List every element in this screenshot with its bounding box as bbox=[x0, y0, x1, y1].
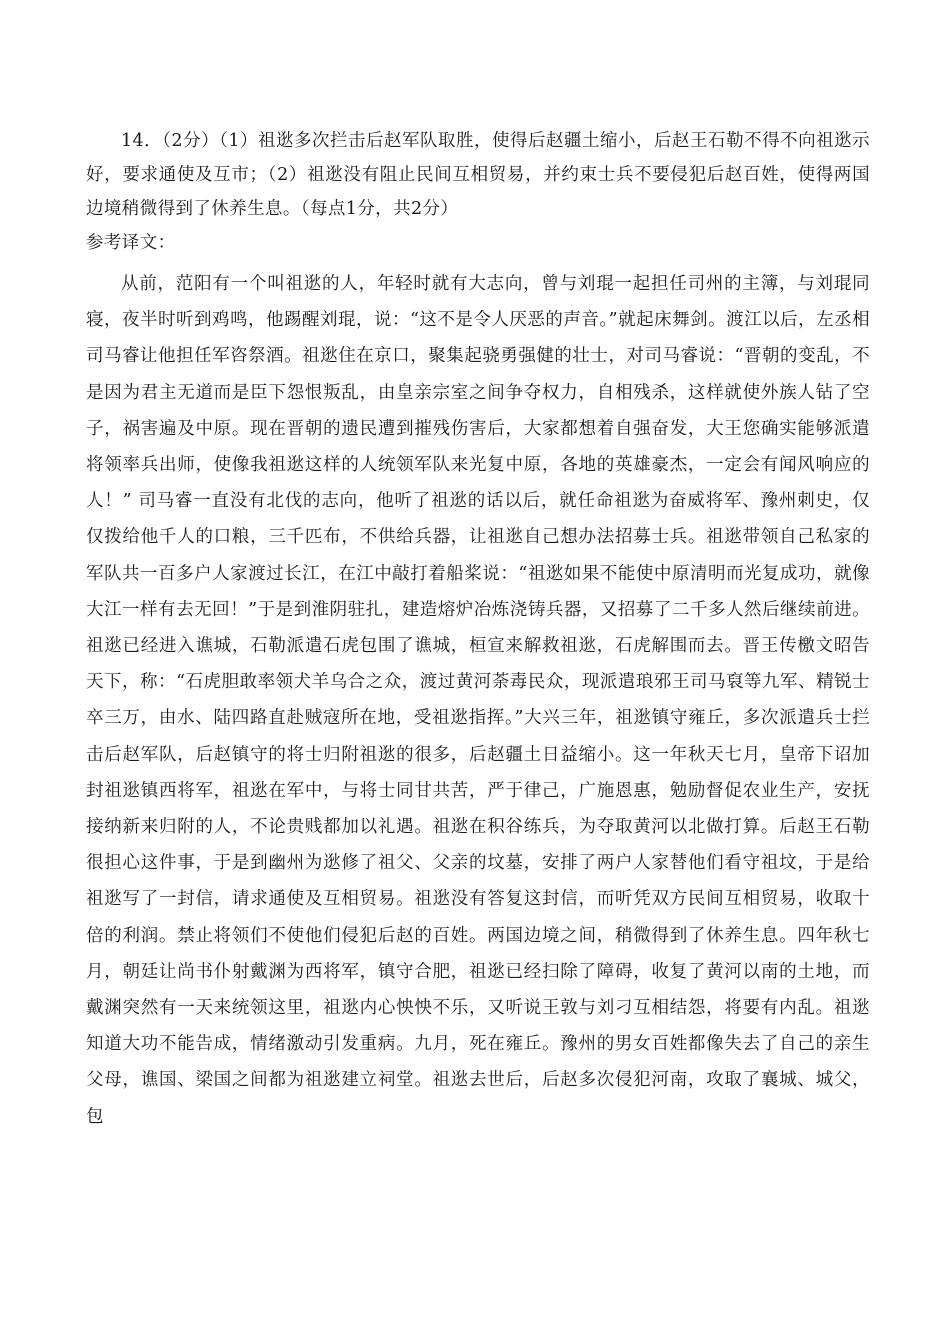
translation-paragraph: 从前，范阳有一个叫祖逖的人，年轻时就有大志向，曾与刘琨一起担任司州的主簿，与刘琨同寝，夜半时听到鸡鸣，他踢醒刘琨，说：“这不是令人厌恶的声音。”就起床舞剑。渡江以后，左丞相司马睿让他担任军咨祭酒。祖逖住在京口，聚集起骁勇强健的壮士，对司马睿说：“晋朝的变乱，不是因为君主无道而是臣下怨恨叛乱，由皇亲宗室之间争夺权力，自相残杀，这样就使外族人钻了空子，祸害遍及中原。现在晋朝的遗民遭到摧残伤害后，大家都想着自强奋发，大王您确实能够派遣将领率兵出师，使像我祖逖这样的人统领军队来光复中原，各地的英雄豪杰，一定会有闻风响应的人！” 司马睿一直没有北伐的志向，他听了祖逖的话以后，就任命祖逖为奋威将军、豫州刺史，仅仅拨给他千人的口粮，三千匹布，不供给兵器，让祖逖自己想办法招募士兵。祖逖带领自己私家的军队共一百多户人家渡过长江，在江中敲打着船桨说：“祖逖如果不能使中原清明而光复成功，就像大江一样有去无回！”于是到淮阴驻扎，建造熔炉冶炼浇铸兵器，又招募了二千多人然后继续前进。祖逖已经进入谯城，石勒派遣石虎包围了谯城，桓宣来解救祖逖，石虎解围而去。晋王传檄文昭告天下，称：“石虎胆敢率领犬羊乌合之众，渡过黄河荼毒民众，现派遣琅邪王司马裒等九军、精锐士卒三万，由水、陆四路直赴贼寇所在地，受祖逖指挥。”大兴三年，祖逖镇守雍丘，多次派遣兵士拦击后赵军队，后赵镇守的将士归附祖逖的很多，后赵疆土日益缩小。这一年秋天七月，皇帝下诏加封祖逖镇西将军，祖逖在军中，与将士同甘共苦，严于律己，广施恩惠，勉励督促农业生产，安抚接纳新来归附的人，不论贵贱都加以礼遇。祖逖在积谷练兵，为夺取黄河以北做打算。后赵王石勒很担心这件事，于是到幽州为逖修了祖父、父亲的坟墓，安排了两户人家替他们看守祖坟，于是给祖逖写了一封信，请求通使及互相贸易。祖逖没有答复这封信，而听凭双方民间互相贸易，收取十倍的利润。禁止将领们不使他们侵犯后赵的百姓。两国边境之间，稍微得到了休养生息。四年秋七月，朝廷让尚书仆射戴渊为西将军，镇守合肥，祖逖已经扫除了障碍，收复了黄河以南的土地，而戴渊突然有一天来统领这里，祖逖内心怏怏不乐，又听说王敦与刘刁互相结怨，将要有内乱。祖逖知道大功不能告成，情绪激动引发重病。九月，死在雍丘。豫州的男女百姓都像失去了自己的亲生父母，谯国、梁国之间都为祖逖建立祠堂。祖逖去世后，后赵多次侵犯河南，攻取了襄城、城父，包 bbox=[86, 274, 870, 1127]
answer-paragraph: 14．（2分）（1）祖逖多次拦击后赵军队取胜，使得后赵疆土缩小，后赵王石勒不得不向祖逖示好，要求通使及互市；（2）祖逖没有阻止民间互相贸易，并约束士兵不要侵犯后赵百姓，使得两国边境稍微得到了休养生息。（每点1分，共2分） bbox=[86, 131, 870, 219]
reference-heading: 参考译文： bbox=[86, 233, 176, 253]
